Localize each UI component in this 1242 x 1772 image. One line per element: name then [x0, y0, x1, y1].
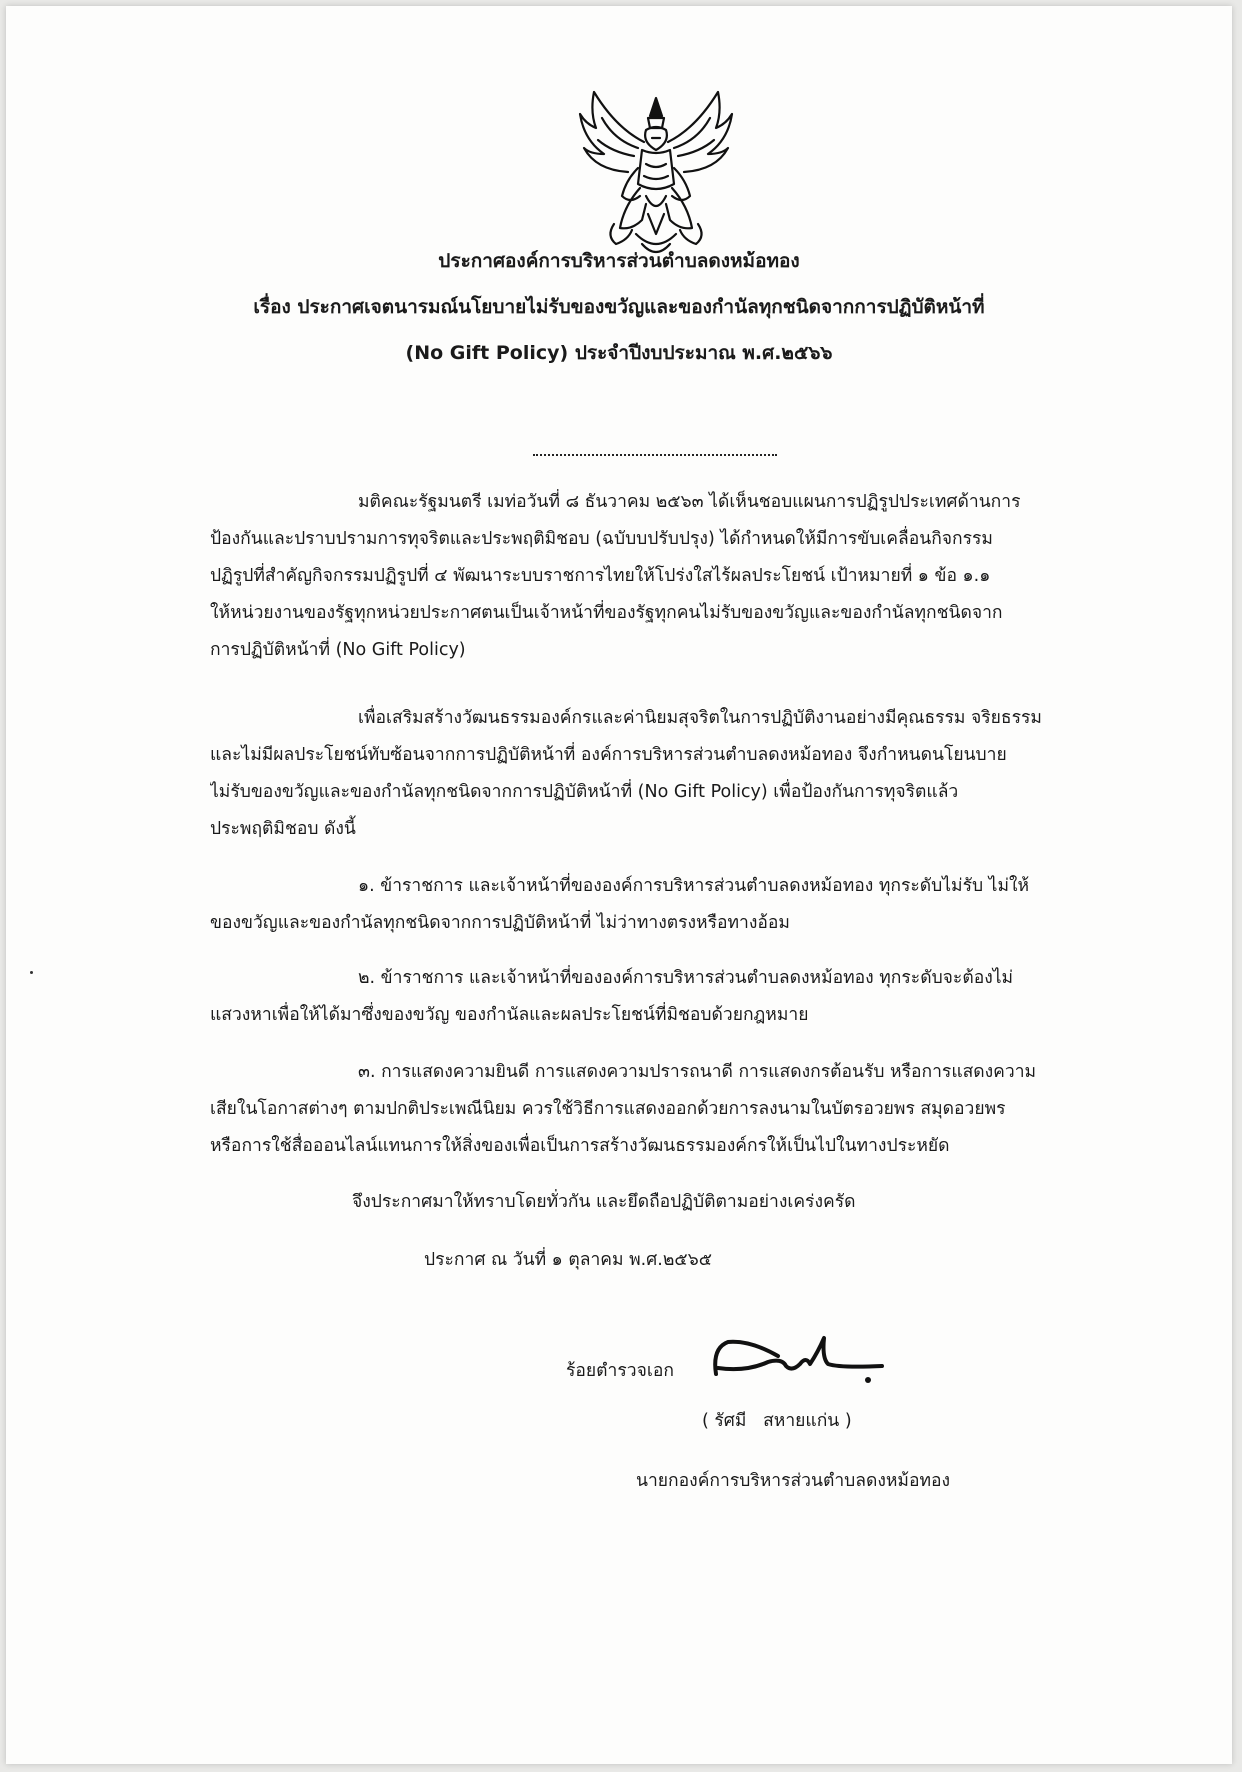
- signer-name: ( รัศมี สหายแก่น ): [702, 1411, 852, 1431]
- text-line: ไม่รับของขวัญและของกำนัลทุกชนิดจากการปฏิบัติหน้าที่ (No Gift Policy) เพื่อป้องกันการทุจริตแล้ว: [210, 782, 959, 802]
- paragraph-2: [210, 700, 1090, 848]
- text-line: เพื่อเสริมสร้างวัฒนธรรมองค์กรและค่านิยมสุจริตในการปฏิบัติงานอย่างมีคุณธรรม จริยธรรม: [358, 708, 1042, 728]
- text-line: มติคณะรัฐมนตรี เมท่อวันที่ ๘ ธันวาคม ๒๕๖๓ ได้เห็นชอบแผนการปฏิรูปประเทศด้านการ: [358, 492, 1021, 512]
- document-page: [6, 6, 1232, 1764]
- policy-item-2: [210, 960, 1090, 1034]
- garuda-emblem-icon: [576, 84, 736, 264]
- text-line: เสียในโอกาสต่างๆ ตามปกติประเพณีนิยม ควรใช้วิธีการแสดงออกด้วยการลงนามในบัตรอวยพร สมุดอวยพร: [210, 1099, 1006, 1119]
- paper-speck: [30, 971, 33, 974]
- text-line: ๑. ข้าราชการ และเจ้าหน้าที่ขององค์การบริหารส่วนตำบลดงหม้อทอง ทุกระดับไม่รับ ไม่ให้: [358, 876, 1030, 896]
- text-line: ป้องกันและปราบปรามการทุจริตและประพฤติมิชอบ (ฉบับบปรับปรุง) ได้กำหนดให้มีการขับเคลื่อนกิจกรรม: [210, 529, 993, 549]
- handwritten-signature: [706, 1328, 916, 1388]
- paragraph-1: [210, 484, 1090, 669]
- text-line: ประพฤติมิชอบ ดังนี้: [210, 819, 356, 839]
- text-line: และไม่มีผลประโยชน์ทับซ้อนจากการปฏิบัติหน้าที่ องค์การบริหารส่วนตำบลดงหม้อทอง จึงกำหนดนโยนบาย: [210, 745, 1007, 765]
- policy-item-1: [210, 868, 1090, 942]
- text-line: ปฏิรูปที่สำคัญกิจกรรมปฏิรูปที่ ๔ พัฒนาระบบราชการไทยให้โปร่งใสไร้ผลประโยชน์ เป้าหมายที่ ๑ ข้อ ๑.๑: [210, 566, 991, 586]
- signer-rank: ร้อยตำรวจเอก: [566, 1361, 674, 1381]
- text-line: ๒. ข้าราชการ และเจ้าหน้าที่ขององค์การบริหารส่วนตำบลดงหม้อทอง ทุกระดับจะต้องไม่: [358, 968, 1014, 988]
- text-line: หรือการใช้สื่อออนไลน์แทนการให้สิ่งของเพื่อเป็นการสร้างวัฒนธรรมองค์กรให้เป็นไปในทางประหยัด: [210, 1136, 950, 1156]
- text-line: ๓. การแสดงความยินดี การแสดงความปรารถนาดี การแสดงกรต้อนรับ หรือการแสดงความ: [358, 1062, 1037, 1082]
- announcement-date: ประกาศ ณ วันที่ ๑ ตุลาคม พ.ศ.๒๕๖๕: [424, 1250, 712, 1270]
- closing-statement: จึงประกาศมาให้ทราบโดยทั่วกัน และยึดถือปฏิบัติตามอย่างเคร่งครัด: [352, 1192, 856, 1212]
- signer-position: นายกองค์การบริหารส่วนตำบลดงหม้อทอง: [636, 1471, 951, 1491]
- text-line: ให้หน่วยงานของรัฐทุกหน่วยประกาศตนเป็นเจ้าหน้าที่ของรัฐทุกคนไม่รับของขวัญและของกำนัลทุกชนิดจาก: [210, 603, 1003, 623]
- text-line: การปฏิบัติหน้าที่ (No Gift Policy): [210, 640, 466, 660]
- policy-line: (No Gift Policy) ประจำปีงบประมาณ พ.ศ.๒๕๖๖: [405, 342, 833, 364]
- dotted-separator: [533, 454, 777, 456]
- document-subject: เรื่อง ประกาศเจตนารมณ์นโยบายไม่รับของขวัญและของกำนัลทุกชนิดจากการปฏิบัติหน้าที่: [253, 296, 985, 318]
- text-line: แสวงหาเพื่อให้ได้มาซึ่งของขวัญ ของกำนัลและผลประโยชน์ที่มิชอบด้วยกฎหมาย: [210, 1005, 809, 1025]
- document-title: ประกาศองค์การบริหารส่วนตำบลดงหม้อทอง: [438, 250, 800, 272]
- policy-item-3: [210, 1054, 1090, 1165]
- text-line: ของขวัญและของกำนัลทุกชนิดจากการปฏิบัติหน้าที่ ไม่ว่าทางตรงหรือทางอ้อม: [210, 913, 790, 933]
